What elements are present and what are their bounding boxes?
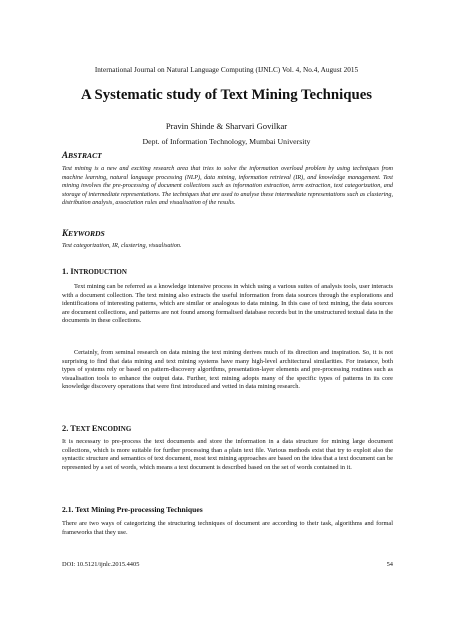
keywords-heading-rest: EYWORDS — [68, 229, 105, 238]
introduction-heading-number: 1. I — [62, 267, 74, 276]
text-encoding-heading — [62, 424, 131, 433]
abstract-text: Text mining is a new and exciting research area that tries to solve the information overload problem by using techniques from machine learning, natural language processing (NLP), data mining, information retrieval (IR), and knowledge management. Text mining involves the pre-processing of document collections such as information extraction, term extraction, text categorization, and storage of intermediate representations. The techniques that are used to analyse these intermediate representations such as clustering, distribution analysis, association rules and visualisation of the results. — [62, 166, 393, 207]
subsection-paragraph: There are two ways of categorizing the structuring techniques of document are according to their task, algorithms and formal frameworks that they use. — [62, 520, 393, 536]
keywords-heading — [62, 228, 105, 238]
text-encoding-heading-initial: E — [91, 424, 98, 433]
introduction-heading — [62, 267, 127, 276]
text-encoding-paragraph: It is necessary to pre-process the text documents and store the information in a data structure for mining large document collections, which is more suitable for further processing than a plain text file. Various methods exist that try to exploit also the syntactic structure and semantics of text document, most text mining approaches are based on the idea that a text document can be represented by a set of words, which means a text document is described based on the set of words contained in it. — [62, 438, 393, 471]
authors: Pravin Shinde & Sharvari Govilkar — [165, 121, 288, 131]
subsection-heading: 2.1. Text Mining Pre-processing Techniques — [62, 505, 203, 514]
page-number: 54 — [386, 561, 393, 568]
affiliation: Dept. of Information Technology, Mumbai University — [142, 137, 311, 146]
introduction-paragraph-2: Certainly, from seminal research on data mining the text mining derives much of its direction and inspiration. So, it is not surprising to find that data mining and text mining systems have many high-level architectural similarities. For instance, both types of systems rely or based on pattern-discovery algorithms, presentation-layer elements and pre-processing routines such as visualisation tools to enhance the output data. Further, text mining adopts many of the specific types of patterns in its core knowledge discovery operations that were first introduced and vetted in data mining research. — [62, 349, 393, 391]
text-encoding-heading-number: 2. T — [62, 424, 76, 433]
introduction-paragraph-1: Text mining can be referred as a knowledge intensive process in which using a various suites of analysis tools, user interacts with a document collection. The text mining also extracts the useful information from data sources through the explorations and identifications of interesting patterns, which are similar or analogous to data mining. In this case of text mining, the data sources are document collections, and patterns are not found among formalised database records but in the unstructured textual data in the documents in these collections. — [62, 283, 393, 325]
footer-doi: DOI: 10.5121/ijnlc.2015.4405 — [62, 561, 140, 568]
abstract-heading-rest: BSTRACT — [68, 151, 102, 160]
abstract-heading — [62, 150, 102, 160]
keywords-text: Text categorization, IR, clustering, visualisation. — [62, 243, 182, 249]
abstract-heading-initial: A — [62, 150, 69, 160]
text-encoding-heading-rest: NCODING — [97, 425, 132, 433]
keywords-heading-initial: K — [62, 228, 69, 238]
journal-header: International Journal on Natural Language Computing (IJNLC) Vol. 4, No.4, August 2015 — [94, 66, 359, 74]
paper-title: A Systematic study of Text Mining Techniques — [80, 87, 373, 103]
text-encoding-heading-mid: EXT — [75, 425, 92, 433]
introduction-heading-rest: NTRODUCTION — [73, 268, 127, 276]
